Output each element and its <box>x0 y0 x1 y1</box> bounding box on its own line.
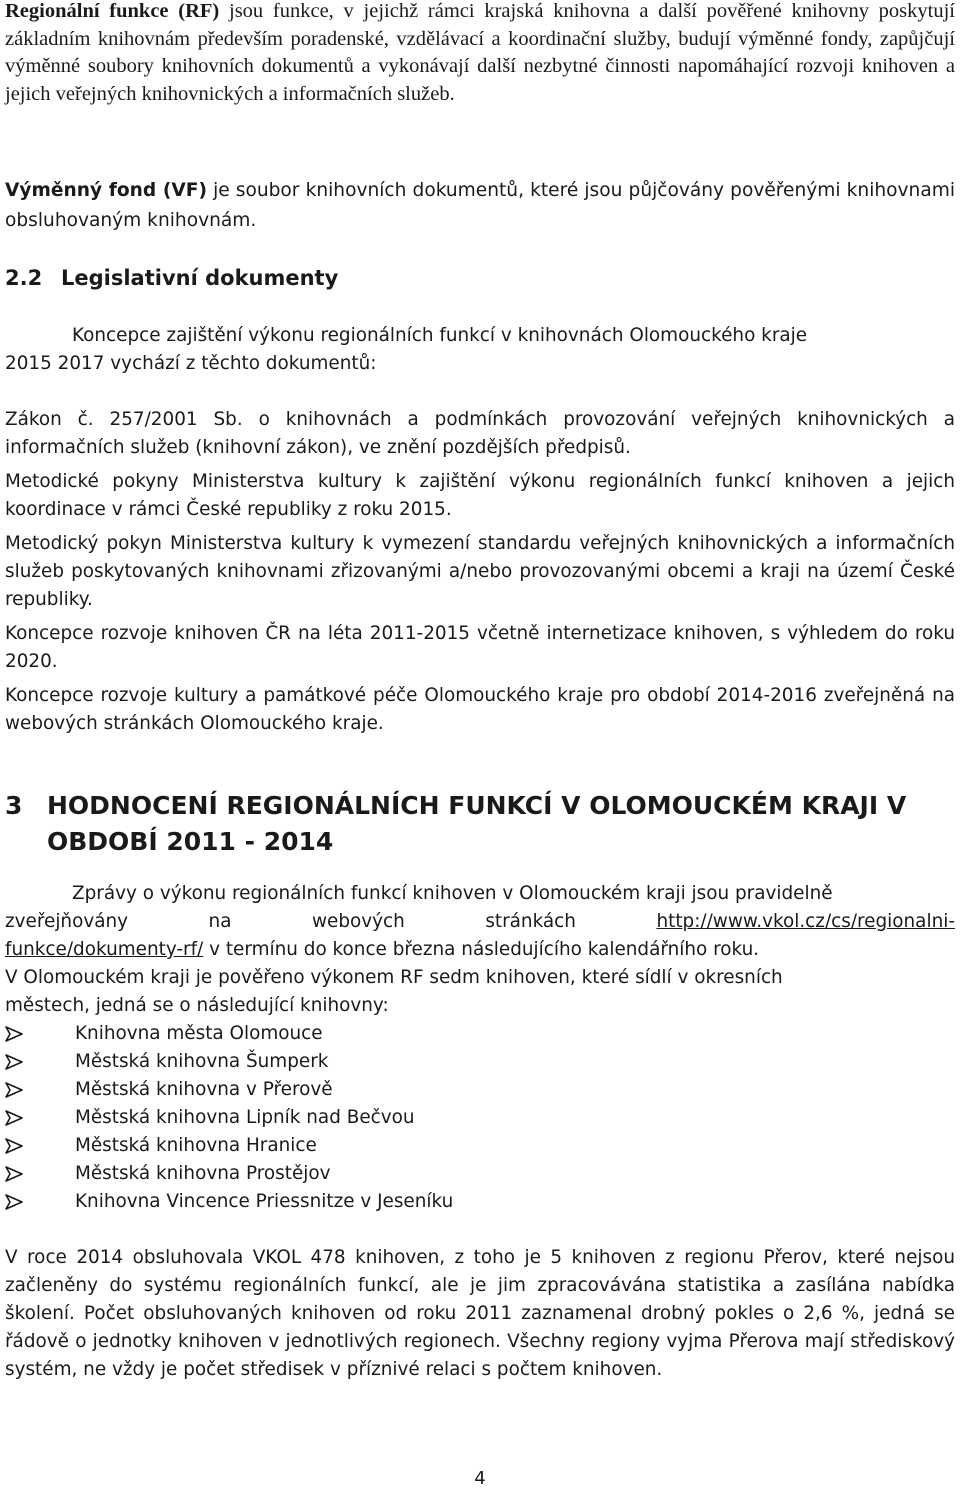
library-name: Městská knihovna Hranice <box>75 1135 317 1156</box>
library-name: Městská knihovna Lipník nad Bečvou <box>75 1107 415 1128</box>
regional-functions-definition: jsou funkce, v jejichž rámci krajská knihovna a další pověřené knihovny poskytují základním knihovnám především poradenské, vzdělávací a koordinační služby, budují výměnné fondy, zapůjčují výměnné soubory knihovních dokumentů a vykonávají další nezbytné činnosti napomáhající rozvoji knihoven a jejich veřejných knihovnických a informačních služeb. <box>5 0 955 105</box>
library-name: Městská knihovna Šumperk <box>75 1051 329 1072</box>
list-item <box>5 1104 955 1132</box>
library-name: Knihovna Vincence Priessnitze v Jeseníku <box>75 1191 454 1212</box>
list-item <box>5 1076 955 1104</box>
page-number: 4 <box>474 1468 486 1489</box>
library-name: Knihovna města Olomouce <box>75 1023 323 1044</box>
exchange-fund-definition: je soubor knihovních dokumentů, které jsou půjčovány pověřenými knihovnami obsluhovaným knihovnám. <box>5 180 955 231</box>
methodical-guidelines: Metodické pokyny Ministerstva kultury k zajištění výkonu regionálních funkcí knihoven a jejich koordinace v rámci České republiky z roku 2015. <box>5 471 955 520</box>
library-name: Městská knihovna v Přerově <box>75 1079 333 1100</box>
delegated-line-2: městech, jedná se o následující knihovny: <box>5 995 389 1016</box>
exchange-fund-term: Výměnný fond (VF) <box>5 180 207 201</box>
reports-word: zveřejňovány <box>5 911 129 932</box>
arrow-bullet-icon <box>5 1054 23 1070</box>
regional-functions-term: Regionální funkce (RF) <box>5 0 220 22</box>
libraries-concept: Koncepce rozvoje knihoven ČR na léta 2011-2015 včetně internetizace knihoven, s výhledem do roku 2020. <box>5 623 955 672</box>
list-item <box>5 1048 955 1076</box>
reports-deadline: v termínu do konce března následujícího kalendářního roku. <box>203 939 760 960</box>
arrow-bullet-icon <box>5 1110 23 1126</box>
list-item <box>5 1188 955 1216</box>
reports-line-3 <box>5 936 955 964</box>
reports-word: na <box>208 911 232 932</box>
section-number: 3 <box>5 791 23 820</box>
regional-functions-link-continued[interactable]: funkce/dokumenty-rf/ <box>5 939 204 960</box>
served-libraries-paragraph: V roce 2014 obsluhovala VKOL 478 knihoven, z toho je 5 knihoven z regionu Přerov, které nejsou začleněny do systému regionálních funkcí, ale je jim zpracovávána statistika a zasílána nabídka školení. Počet obsluhovaných knihoven od roku 2011 zaznamenal drobný pokles o 2,6 %, jedná se řádově o jednotky knihoven v jednotlivých regionech. Všechny regiony vyjma Přerova mají střediskový systém, ne vždy je počet středisek v příznivé relaci s počtem knihoven. <box>5 1247 955 1380</box>
culture-concept: Koncepce rozvoje kultury a památkové péče Olomouckého kraje pro období 2014-2016 zveřejněná na webových stránkách Olomouckého kraje. <box>5 685 955 734</box>
exchange-fund-paragraph <box>5 176 955 236</box>
list-item <box>5 1160 955 1188</box>
arrow-bullet-icon <box>5 1082 23 1098</box>
law-257-2001: Zákon č. 257/2001 Sb. o knihovnách a podmínkách provozování veřejných knihovnických a informačních služeb (knihovní zákon), ve znění pozdějších předpisů. <box>5 409 955 458</box>
arrow-bullet-icon <box>5 1138 23 1154</box>
list-item <box>5 1132 955 1160</box>
methodical-guideline-standard: Metodický pokyn Ministerstva kultury k vymezení standardu veřejných knihovnických a informačních služeb poskytovaných knihovnami zřizovanými a/nebo provozovanými obcemi a kraji na území České republiky. <box>5 533 955 610</box>
regional-functions-paragraph <box>5 0 955 108</box>
reports-word: stránkách <box>485 911 576 932</box>
reports-line-1: Zprávy o výkonu regionálních funkcí knihoven v Olomouckém kraji jsou pravidelně <box>72 883 833 904</box>
library-name: Městská knihovna Prostějov <box>75 1163 331 1184</box>
arrow-bullet-icon <box>5 1194 23 1210</box>
section-3-heading <box>5 788 955 860</box>
section-title: Legislativní dokumenty <box>61 266 339 290</box>
reports-word: webových <box>311 911 405 932</box>
intro-line-2: 2015 2017 vychází z těchto dokumentů: <box>5 353 377 374</box>
list-item <box>5 1020 955 1048</box>
arrow-bullet-icon <box>5 1166 23 1182</box>
reports-line-2 <box>5 908 955 936</box>
arrow-bullet-icon <box>5 1026 23 1042</box>
section-title: HODNOCENÍ REGIONÁLNÍCH FUNKCÍ V OLOMOUCKÉM KRAJI V OBDOBÍ 2011 - 2014 <box>47 791 907 856</box>
regional-functions-link[interactable]: http://www.vkol.cz/cs/regionalni- <box>656 911 955 932</box>
intro-line-1: Koncepce zajištění výkonu regionálních funkcí v knihovnách Olomouckého kraje <box>72 325 808 346</box>
section-number: 2.2 <box>5 266 43 290</box>
delegated-line-1: V Olomouckém kraji je pověřeno výkonem RF sedm knihoven, které sídlí v okresních <box>5 967 783 988</box>
library-list <box>5 1020 955 1216</box>
section-2-2-heading <box>5 266 955 290</box>
